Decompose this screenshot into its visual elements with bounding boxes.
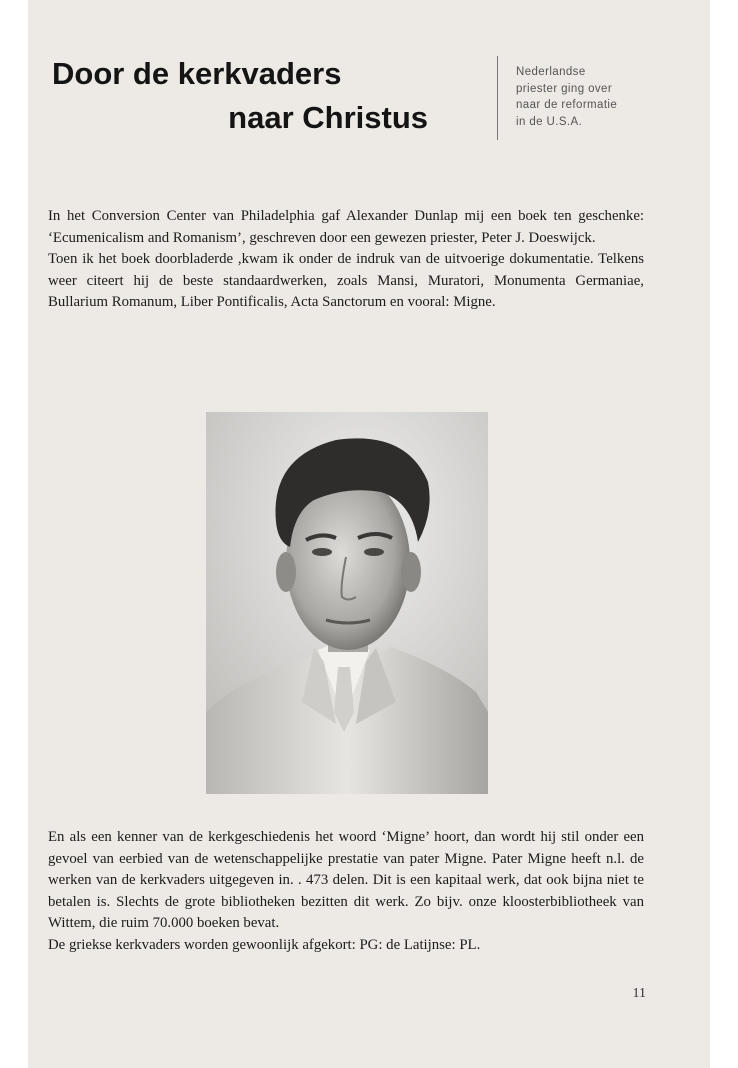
title-block (52, 52, 432, 140)
intro-text (48, 206, 644, 314)
paragraph: De griekse kerkvaders worden gewoonlijk afgekort: PG: de Latijnse: PL. (48, 936, 481, 953)
page-number: 11 (632, 986, 646, 1001)
subtitle-line: in de U.S.A. (516, 115, 583, 128)
subtitle-line: priester ging over (516, 82, 613, 95)
body-text (48, 827, 644, 956)
paragraph: Toen ik het boek doorbladerde ,kwam ik onder de indruk van de uitvoerige dokumentatie. Telkens weer citeert hij de beste standaardwerken, zoals Mansi, Muratori, Monumenta Germaniae, Bullarium Romanum, Liber Pontificalis, Acta Sanctorum en vooral: Migne. (48, 251, 644, 310)
portrait-photo (206, 412, 488, 794)
title-divider (497, 56, 498, 140)
article-subtitle (516, 64, 666, 130)
paragraph: En als een kenner van de kerkgeschiedenis het woord ‘Migne’ hoort, dan wordt hij stil onder een gevoel van eerbied van de wetenschappelijke prestatie van pater Migne. Pater Migne heeft n.l. de werken van de kerkvaders uitgegeven in. . 473 delen. Dit is een kapitaal werk, dat ook bijna niet te betalen is. Slechts de grote bibliotheken bezitten dit werk. Zo bijv. onze kloosterbibliotheek van Wittem, die ruim 70.000 boeken bevat. (48, 829, 644, 931)
article-title (52, 52, 432, 140)
title-line-2: naar Christus (228, 100, 428, 135)
title-line-1: Door de kerkvaders (52, 56, 342, 91)
magazine-page (28, 0, 710, 1068)
subtitle-line: naar de reformatie (516, 99, 618, 111)
subtitle-line: Nederlandse (516, 66, 586, 78)
paragraph: In het Conversion Center van Philadelphia gaf Alexander Dunlap mij een boek ten geschenke: ‘Ecumenicalism and Romanism’, geschreven door een gewezen priester, Peter J. Doeswijck. (48, 208, 644, 246)
